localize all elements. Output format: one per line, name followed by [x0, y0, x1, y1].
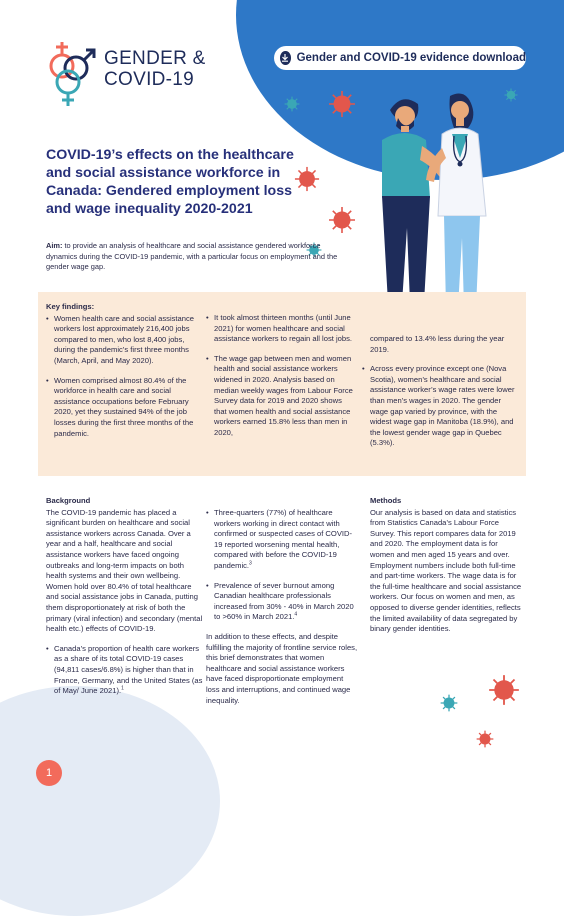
- finding-item: • The wage gap between men and women health and social assistance workers widened in 2020. Analysis based on median weekly wages from Labour Force Survey data for 2019 and 2020 shows that women health and social assistance workers earned 15.8% less than men in 2020,: [206, 354, 356, 439]
- background-paragraph: The COVID-19 pandemic has placed a significant burden on healthcare and social assistance workers across Canada. Over a year and a half, healthcare and social assistance workers have faced ongoing outbreaks and long-term impacts on both health systems and their own wellbeing. Women hold over 80.4% of total healthcare and social assistance jobs in Canada, putting them disproportionately at risk of both the primary (viral infection) and secondary (mental health etc.) effects of COVID-19.: [46, 507, 203, 634]
- evidence-download-button[interactable]: [274, 46, 526, 70]
- key-findings-heading: Key findings:: [46, 302, 95, 311]
- decorative-light-circle: [0, 686, 220, 916]
- key-findings-column-2: [206, 313, 356, 448]
- aim-statement: [46, 241, 346, 273]
- key-findings-column-1: [46, 302, 198, 448]
- impact-bullet: [206, 581, 358, 623]
- logo-line-2: COVID-19: [104, 69, 195, 90]
- key-findings-column-3: [362, 334, 518, 458]
- virus-icon: [488, 674, 520, 706]
- finding-continuation: compared to 13.4% less during the year 2019.: [370, 334, 505, 354]
- healthcare-workers-illustration: [360, 88, 510, 318]
- finding-item: • Women comprised almost 80.4% of the workforce in health care and social assistance occupations before February 2020, yet they sustained 94% of the job losses during the first three months of the pandemic.: [46, 376, 198, 440]
- background-bullet: [46, 644, 204, 697]
- page-title: COVID-19’s effects on the healthcare and social assistance workforce in Canada: Gendered employment loss and wage inequality 2020-2021: [46, 147, 294, 217]
- impact-bullet-text: Three-quarters (77%) of healthcare workers working in direct contact with confirmed or suspected cases of COVID-19 reported worsening mental health, compared with before the COVID-19 pandemic.: [214, 508, 353, 570]
- footnote-marker: 4: [294, 611, 298, 618]
- virus-icon: [284, 96, 300, 112]
- finding-item: • It took almost thirteen months (until June 2021) for women healthcare and social assistance workers to regain all lost jobs.: [206, 313, 356, 345]
- gender-covid-logo: [40, 38, 210, 110]
- virus-icon: [440, 694, 458, 712]
- methods-paragraph: Our analysis is based on data and statistics from Statistics Canada’s Labour Force Survey. This report compares data for 2019 and 2020. The employment data is for women and men aged 15 years and over. Employment numbers include both full-time and part-time workers. The wage data is for the full-time healthcare and social assistance workers. Our focus on women and men, as opposed to diverse gender identities, reflects the limited availability of data segregated by binary gender identities.: [370, 507, 522, 634]
- download-button-label: Gender and COVID-19 evidence download: [296, 52, 526, 64]
- impact-bullet-text: Prevalence of sever burnout among Canadian healthcare professionals increased from 30% - 40% in March 2020 to >60% in March 2021.: [214, 580, 354, 622]
- page-number: 1: [36, 760, 62, 786]
- virus-icon: [328, 206, 356, 234]
- finding-item: • Women health care and social assistance workers lost approximately 216,400 jobs compared to men, who lost 8,400 jobs, during the pandemic’s first three months (March, April, and May 2020).: [46, 314, 198, 367]
- finding-item: • Across every province except one (Nova Scotia), women’s healthcare and social assistance worker’s wage rates were lower than men’s wages in 2020. The gender wage gap varied by province, with the widest wage gap in Manitoba (18.9%), and the lowest gender wage gap in Quebec (5.3%).: [362, 364, 518, 449]
- background-heading: Background: [46, 496, 91, 505]
- gender-symbols-icon: [40, 38, 102, 110]
- impacts-paragraph: In addition to these effects, and despite fulfilling the majority of frontline service roles, this brief demonstrates that women healthcare and social assistance workers have faced disproportionate employment loss and interruptions, and continued wage inequality.: [206, 631, 358, 705]
- virus-icon: [476, 730, 494, 748]
- logo-line-1: GENDER &: [104, 48, 206, 69]
- impacts-section: [206, 508, 358, 715]
- aim-text: to provide an analysis of healthcare and social assistance gendered workforce dynamics during the COVID-19 pandemic, with a particular focus on employment and the gender wage gap.: [46, 241, 338, 271]
- methods-section: [370, 496, 522, 644]
- download-icon: [280, 51, 291, 65]
- impact-bullet: [206, 508, 358, 572]
- virus-icon: [504, 88, 518, 102]
- logo-text: [104, 48, 206, 90]
- virus-icon: [328, 90, 356, 118]
- aim-label: Aim:: [46, 241, 63, 250]
- background-section: [46, 496, 204, 706]
- footnote-marker: 1: [121, 685, 124, 692]
- background-bullet-text: Canada’s proportion of health care workers as a share of its total COVID-19 cases (94,811 cases/6.8%) is higher than that in France, Germany, and the United States (as of May/ June 2021).: [54, 643, 203, 696]
- footnote-marker: 3: [249, 560, 252, 567]
- methods-heading: Methods: [370, 496, 402, 505]
